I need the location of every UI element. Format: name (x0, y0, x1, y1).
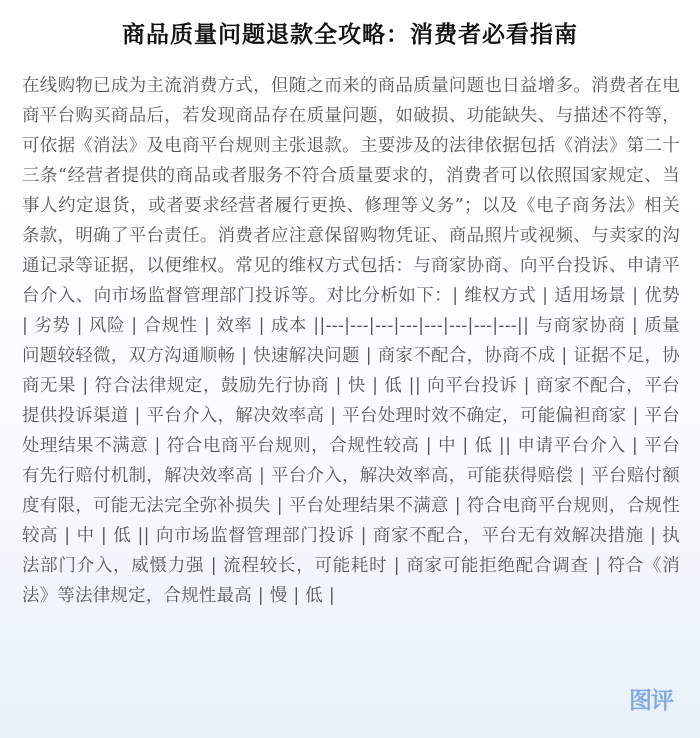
brand-logo: 图评 (629, 688, 673, 714)
article-body: 在线购物已成为主流消费方式，但随之而来的商品质量问题也日益增多。消费者在电商平台购买商品后，若发现商品存在质量问题，如破损、功能缺失、与描述不符等，可依据《消法》及电商平台规则主张退款。主要涉及的法律依据包括《消法》第二十三条“经营者提供的商品或者服务不符合质量要求的，消费者可以依照国家规定、当事人约定退货，或者要求经营者履行更换、修理等义务”；以及《电子商务法》相关条款，明确了平台责任。消费者应注意保留购物凭证、商品照片或视频、与卖家的沟通记录等证据，以便维权。常见的维权方式包括：与商家协商、向平台投诉、申请平台介入、向市场监督管理部门投诉等。对比分析如下：| 维权方式 | 适用场景 | 优势 | 劣势 | 风险 | 合规性 | 效率 | 成本 ||---|---|---|---|---|---|---|---|| 与商家协商 | 质量问题较轻微，双方沟通顺畅 | 快速解决问题 | 商家不配合，协商不成 | 证据不足，协商无果 | 符合法律规定，鼓励先行协商 | 快 | 低 || 向平台投诉 | 商家不配合，平台提供投诉渠道 | 平台介入，解决效率高 | 平台处理时效不确定，可能偏袒商家 | 平台处理结果不满意 | 符合电商平台规则，合规性较高 | 中 | 低 || 申请平台介入 | 平台有先行赔付机制，解决效率高 | 平台介入，解决效率高，可能获得赔偿 | 平台赔付额度有限，可能无法完全弥补损失 | 平台处理结果不满意 | 符合电商平台规则，合规性较高 | 中 | 低 || 向市场监督管理部门投诉 | 商家不配合，平台无有效解决措施 | 执法部门介入，威慑力强 | 流程较长，可能耗时 | 商家可能拒绝配合调查 | 符合《消法》等法律规定，合规性最高 | 慢 | 低 | (22, 76, 680, 606)
article-title: 商品质量问题退款全攻略：消费者必看指南 (122, 22, 578, 48)
